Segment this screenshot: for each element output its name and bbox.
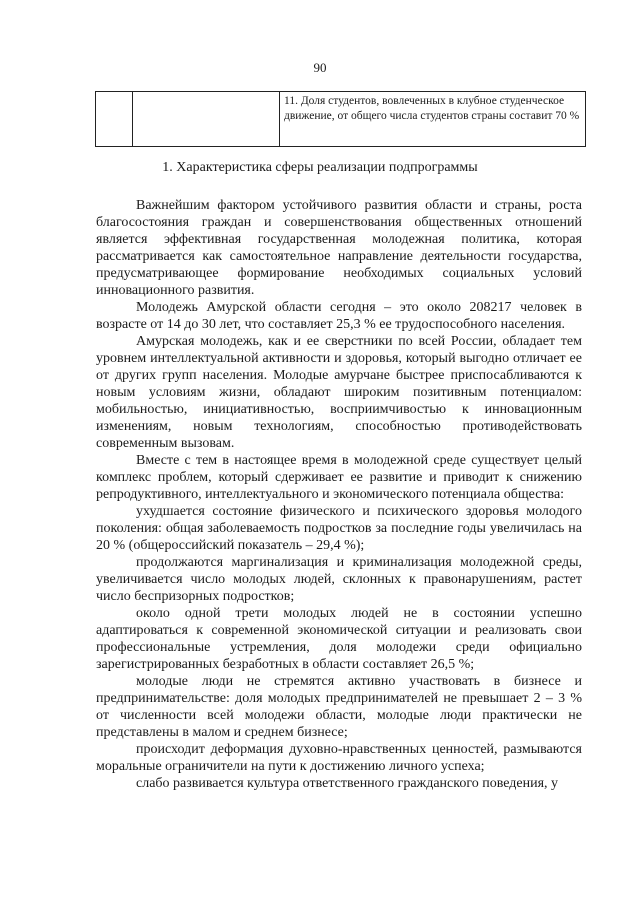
section-title: 1. Характеристика сферы реализации подпрограммы bbox=[162, 160, 478, 175]
indicator-text: 11. Доля студентов, вовлеченных в клубное студенческое движение, от общего числа студентов страны составит 70 % bbox=[284, 95, 580, 122]
paragraph: слабо развивается культура ответственного гражданского поведения, у bbox=[136, 776, 559, 791]
paragraph: Вместе с тем в настоящее время в молодежной среде существует целый комплекс проблем, который сдерживает ее развитие и приводит к снижению репродуктивного, интеллектуального и экономического потенциала общества: bbox=[96, 453, 582, 502]
table-cell-indicator bbox=[280, 92, 586, 147]
table-cell-empty-1 bbox=[96, 92, 133, 147]
page-number: 90 bbox=[313, 60, 327, 75]
paragraph: Амурская молодежь, как и ее сверстники по всей России, обладает тем уровнем интеллектуальной активности и здоровья, который выгодно отличает ее от других групп населения. Молодые амурчане быстрее приспосабливаются к новым условиям жизни, обладают широким позитивным потенциалом: мобильностью, инициативностью, восприимчивостью к инновационным изменениям, новым технологиям, способностью противодействовать современным вызовам. bbox=[96, 334, 582, 451]
paragraph: ухудшается состояние физического и психического здоровья молодого поколения: общая заболеваемость подростков за последние годы увеличилась на 20 % (общероссийский показатель – 29,4 %); bbox=[96, 504, 582, 553]
paragraph: Важнейшим фактором устойчивого развития области и страны, роста благосостояния граждан и совершенствования общественных отношений является эффективная государственная молодежная политика, которая рассматривается как самостоятельное направление деятельности государства, предусматривающее формирование необходимых социальных условий инновационного развития. bbox=[96, 198, 582, 298]
paragraph: около одной трети молодых людей не в состоянии успешно адаптироваться к современной экономической ситуации и реализовать свои профессиональные устремления, доля молодежи среди официально зарегистрированных безработных в области составляет 26,5 %; bbox=[96, 606, 582, 672]
table-row bbox=[96, 92, 586, 147]
paragraph: молодые люди не стремятся активно участвовать в бизнесе и предпринимательстве: доля молодых предпринимателей не превышает 2 – 3 % от численности всей молодежи области, молодые люди практически не представлены в малом и среднем бизнесе; bbox=[96, 674, 582, 740]
paragraph: происходит деформация духовно-нравственных ценностей, размываются моральные ограничители на пути к достижению личного успеха; bbox=[96, 742, 582, 774]
paragraph: Молодежь Амурской области сегодня – это около 208217 человек в возрасте от 14 до 30 лет, что составляет 25,3 % ее трудоспособного населения. bbox=[96, 300, 582, 332]
table-cell-empty-2 bbox=[133, 92, 280, 147]
body-text bbox=[96, 197, 582, 792]
paragraph: продолжаются маргинализация и криминализация молодежной среды, увеличивается число молодых людей, склонных к правонарушениям, растет число беспризорных подростков; bbox=[96, 555, 582, 604]
goals-table bbox=[95, 91, 586, 147]
